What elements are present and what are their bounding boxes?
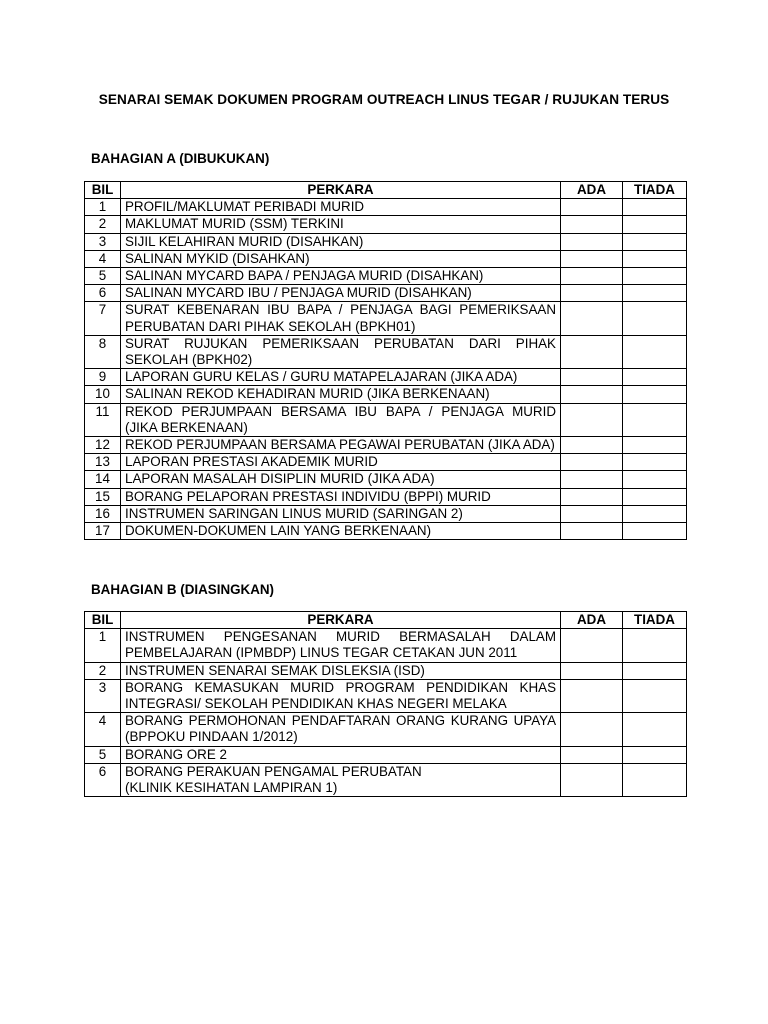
ada-checkbox-cell[interactable] xyxy=(561,763,623,796)
row-item: REKOD PERJUMPAAN BERSAMA PEGAWAI PERUBATAN (JIKA ADA) xyxy=(121,437,561,454)
table-header-row xyxy=(85,182,687,199)
row-number: 13 xyxy=(85,454,121,471)
row-item: SALINAN MYCARD IBU / PENJAGA MURID (DISAHKAN) xyxy=(121,285,561,302)
row-number: 1 xyxy=(85,199,121,216)
row-item: LAPORAN MASALAH DISIPLIN MURID (JIKA ADA) xyxy=(121,471,561,488)
row-number: 5 xyxy=(85,268,121,285)
table-row xyxy=(85,268,687,285)
row-number: 6 xyxy=(85,285,121,302)
ada-checkbox-cell[interactable] xyxy=(561,268,623,285)
ada-checkbox-cell[interactable] xyxy=(561,199,623,216)
row-item: LAPORAN PRESTASI AKADEMIK MURID xyxy=(121,454,561,471)
tiada-checkbox-cell[interactable] xyxy=(623,763,687,796)
table-header-row xyxy=(85,612,687,629)
tiada-checkbox-cell[interactable] xyxy=(623,488,687,505)
ada-checkbox-cell[interactable] xyxy=(561,233,623,250)
table-row xyxy=(85,488,687,505)
row-item: SALINAN REKOD KEHADIRAN MURID (JIKA BERKENAAN) xyxy=(121,386,561,403)
table-row xyxy=(85,285,687,302)
row-number: 14 xyxy=(85,471,121,488)
row-item: INSTRUMEN SENARAI SEMAK DISLEKSIA (ISD) xyxy=(121,662,561,679)
document-title: SENARAI SEMAK DOKUMEN PROGRAM OUTREACH LINUS TEGAR / RUJUKAN TERUS xyxy=(98,92,670,107)
row-item: SURAT KEBENARAN IBU BAPA / PENJAGA BAGI PEMERIKSAAN PERUBATAN DARI PIHAK SEKOLAH (BPKH01) xyxy=(121,302,561,335)
row-number: 2 xyxy=(85,662,121,679)
ada-checkbox-cell[interactable] xyxy=(561,523,623,540)
ada-checkbox-cell[interactable] xyxy=(561,386,623,403)
section-b-title: BAHAGIAN B (DIASINGKAN) xyxy=(91,582,274,597)
table-row xyxy=(85,335,687,368)
section-a-rows xyxy=(85,199,687,540)
ada-checkbox-cell[interactable] xyxy=(561,713,623,746)
table-row xyxy=(85,233,687,250)
header-perkara: PERKARA xyxy=(121,612,561,629)
table-row xyxy=(85,763,687,796)
row-item: BORANG PELAPORAN PRESTASI INDIVIDU (BPPI) MURID xyxy=(121,488,561,505)
tiada-checkbox-cell[interactable] xyxy=(623,233,687,250)
ada-checkbox-cell[interactable] xyxy=(561,216,623,233)
ada-checkbox-cell[interactable] xyxy=(561,505,623,522)
table-row xyxy=(85,386,687,403)
row-item: INSTRUMEN PENGESANAN MURID BERMASALAH DALAM PEMBELAJARAN (IPMBDP) LINUS TEGAR CETAKAN JUN 2011 xyxy=(121,629,561,662)
table-row xyxy=(85,199,687,216)
tiada-checkbox-cell[interactable] xyxy=(623,386,687,403)
table-row xyxy=(85,454,687,471)
tiada-checkbox-cell[interactable] xyxy=(623,437,687,454)
ada-checkbox-cell[interactable] xyxy=(561,403,623,436)
row-number: 4 xyxy=(85,250,121,267)
table-row xyxy=(85,713,687,746)
ada-checkbox-cell[interactable] xyxy=(561,250,623,267)
row-item: LAPORAN GURU KELAS / GURU MATAPELAJARAN (JIKA ADA) xyxy=(121,369,561,386)
row-number: 15 xyxy=(85,488,121,505)
header-tiada: TIADA xyxy=(623,612,687,629)
table-row xyxy=(85,471,687,488)
header-tiada: TIADA xyxy=(623,182,687,199)
row-number: 16 xyxy=(85,505,121,522)
row-item: BORANG PERMOHONAN PENDAFTARAN ORANG KURANG UPAYA (BPPOKU PINDAAN 1/2012) xyxy=(121,713,561,746)
section-b-rows xyxy=(85,629,687,797)
table-row xyxy=(85,746,687,763)
table-row xyxy=(85,369,687,386)
row-number: 3 xyxy=(85,233,121,250)
tiada-checkbox-cell[interactable] xyxy=(623,335,687,368)
row-item: BORANG ORE 2 xyxy=(121,746,561,763)
row-item: INSTRUMEN SARINGAN LINUS MURID (SARINGAN 2) xyxy=(121,505,561,522)
row-item: BORANG PERAKUAN PENGAMAL PERUBATAN (KLINIK KESIHATAN LAMPIRAN 1) xyxy=(121,763,561,796)
row-number: 5 xyxy=(85,746,121,763)
tiada-checkbox-cell[interactable] xyxy=(623,629,687,662)
row-number: 4 xyxy=(85,713,121,746)
row-number: 7 xyxy=(85,302,121,335)
ada-checkbox-cell[interactable] xyxy=(561,437,623,454)
tiada-checkbox-cell[interactable] xyxy=(623,454,687,471)
table-row xyxy=(85,679,687,712)
table-row xyxy=(85,523,687,540)
tiada-checkbox-cell[interactable] xyxy=(623,285,687,302)
row-item: BORANG KEMASUKAN MURID PROGRAM PENDIDIKAN KHAS INTEGRASI/ SEKOLAH PENDIDIKAN KHAS NEGERI MELAKA xyxy=(121,679,561,712)
table-row xyxy=(85,250,687,267)
table-row xyxy=(85,505,687,522)
row-item: REKOD PERJUMPAAN BERSAMA IBU BAPA / PENJAGA MURID (JIKA BERKENAAN) xyxy=(121,403,561,436)
tiada-checkbox-cell[interactable] xyxy=(623,199,687,216)
row-item: DOKUMEN-DOKUMEN LAIN YANG BERKENAAN) xyxy=(121,523,561,540)
tiada-checkbox-cell[interactable] xyxy=(623,216,687,233)
tiada-checkbox-cell[interactable] xyxy=(623,505,687,522)
ada-checkbox-cell[interactable] xyxy=(561,662,623,679)
section-a-table xyxy=(84,181,687,540)
ada-checkbox-cell[interactable] xyxy=(561,629,623,662)
tiada-checkbox-cell[interactable] xyxy=(623,268,687,285)
row-number: 8 xyxy=(85,335,121,368)
row-number: 6 xyxy=(85,763,121,796)
tiada-checkbox-cell[interactable] xyxy=(623,403,687,436)
header-ada: ADA xyxy=(561,612,623,629)
row-item: SALINAN MYKID (DISAHKAN) xyxy=(121,250,561,267)
ada-checkbox-cell[interactable] xyxy=(561,471,623,488)
row-number: 9 xyxy=(85,369,121,386)
row-number: 10 xyxy=(85,386,121,403)
section-b-table xyxy=(84,611,687,797)
header-bil: BIL xyxy=(85,612,121,629)
ada-checkbox-cell[interactable] xyxy=(561,679,623,712)
ada-checkbox-cell[interactable] xyxy=(561,488,623,505)
tiada-checkbox-cell[interactable] xyxy=(623,471,687,488)
ada-checkbox-cell[interactable] xyxy=(561,302,623,335)
row-number: 1 xyxy=(85,629,121,662)
row-item: SIJIL KELAHIRAN MURID (DISAHKAN) xyxy=(121,233,561,250)
tiada-checkbox-cell[interactable] xyxy=(623,302,687,335)
header-ada: ADA xyxy=(561,182,623,199)
tiada-checkbox-cell[interactable] xyxy=(623,746,687,763)
tiada-checkbox-cell[interactable] xyxy=(623,679,687,712)
row-number: 11 xyxy=(85,403,121,436)
table-row xyxy=(85,629,687,662)
tiada-checkbox-cell[interactable] xyxy=(623,369,687,386)
row-item: MAKLUMAT MURID (SSM) TERKINI xyxy=(121,216,561,233)
section-a-title: BAHAGIAN A (DIBUKUKAN) xyxy=(91,151,270,166)
row-item: SURAT RUJUKAN PEMERIKSAAN PERUBATAN DARI PIHAK SEKOLAH (BPKH02) xyxy=(121,335,561,368)
ada-checkbox-cell[interactable] xyxy=(561,746,623,763)
row-number: 2 xyxy=(85,216,121,233)
row-item: SALINAN MYCARD BAPA / PENJAGA MURID (DISAHKAN) xyxy=(121,268,561,285)
tiada-checkbox-cell[interactable] xyxy=(623,250,687,267)
ada-checkbox-cell[interactable] xyxy=(561,454,623,471)
table-row xyxy=(85,403,687,436)
ada-checkbox-cell[interactable] xyxy=(561,285,623,302)
tiada-checkbox-cell[interactable] xyxy=(623,662,687,679)
tiada-checkbox-cell[interactable] xyxy=(623,523,687,540)
ada-checkbox-cell[interactable] xyxy=(561,335,623,368)
table-row xyxy=(85,216,687,233)
row-number: 17 xyxy=(85,523,121,540)
table-row xyxy=(85,662,687,679)
row-number: 3 xyxy=(85,679,121,712)
header-perkara: PERKARA xyxy=(121,182,561,199)
ada-checkbox-cell[interactable] xyxy=(561,369,623,386)
table-row xyxy=(85,302,687,335)
header-bil: BIL xyxy=(85,182,121,199)
row-number: 12 xyxy=(85,437,121,454)
table-row xyxy=(85,437,687,454)
tiada-checkbox-cell[interactable] xyxy=(623,713,687,746)
row-item: PROFIL/MAKLUMAT PERIBADI MURID xyxy=(121,199,561,216)
